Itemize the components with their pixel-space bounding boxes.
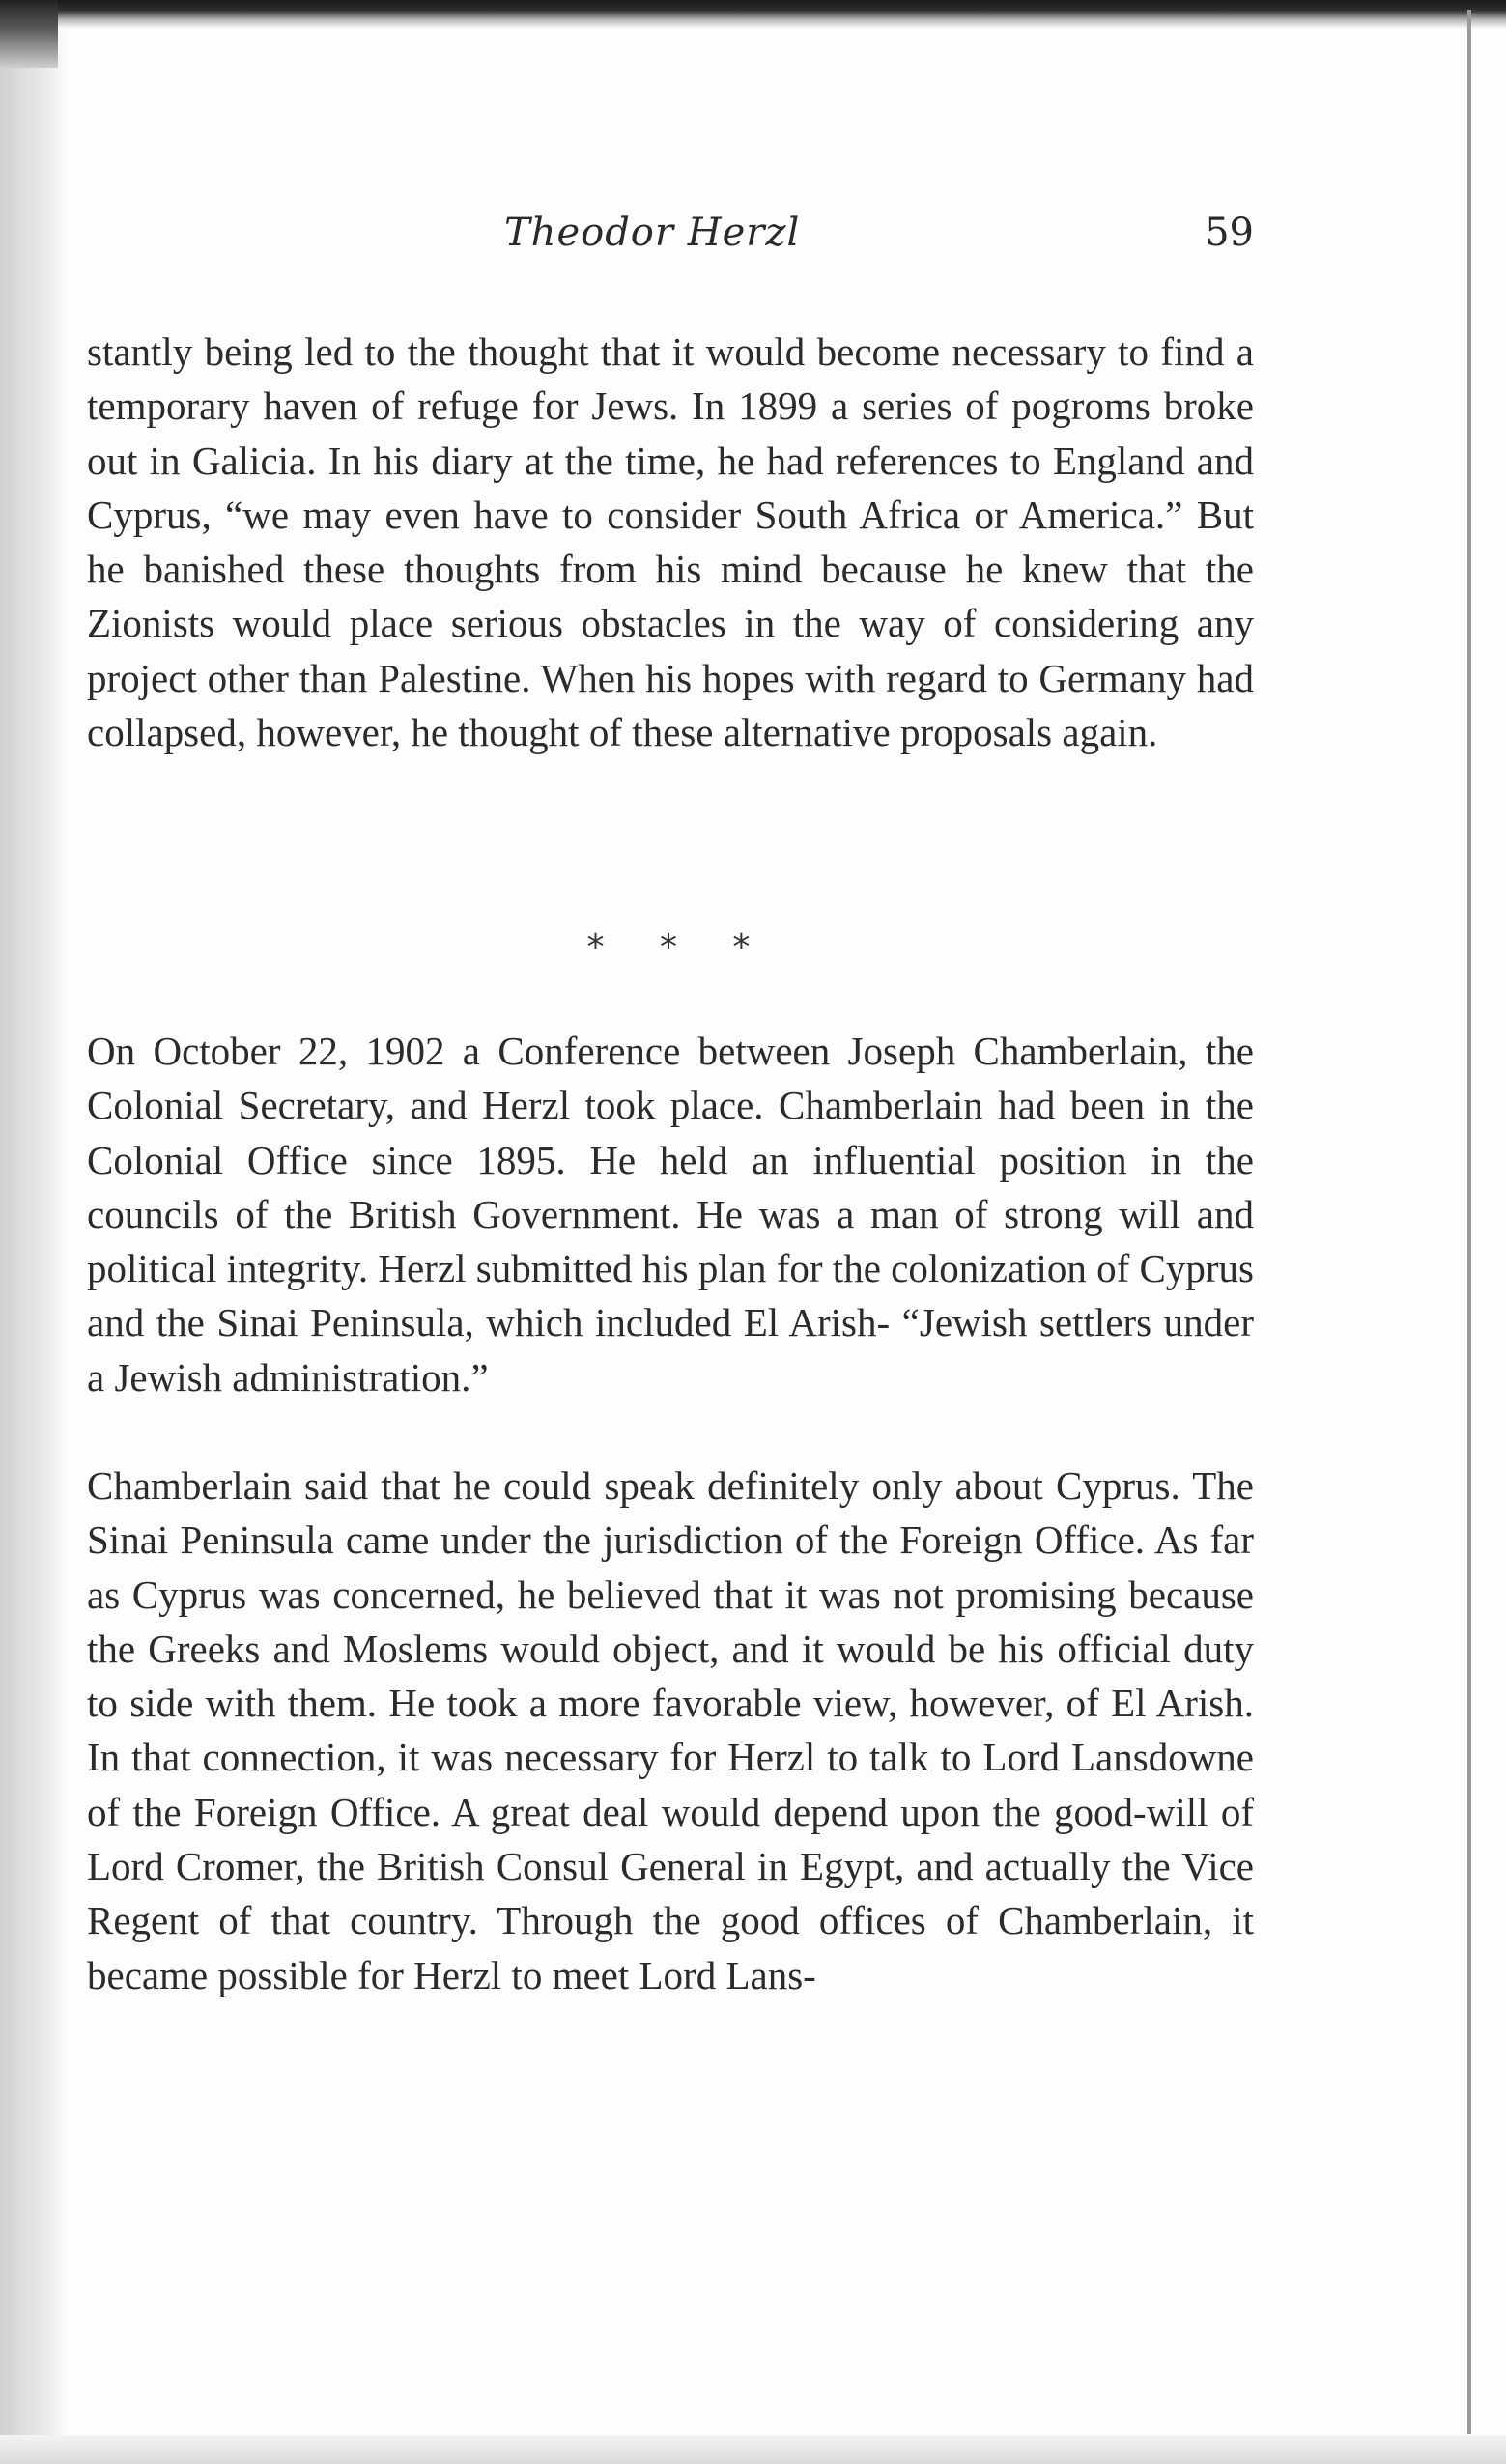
paragraph-text: On October 22, 1902 a Conference between Joseph Chamberlain, the Colonial Secretary, and Herzl took place. Chamberlain had been in the Colonial Office since 1895. He held an influential position in the councils of the British Government. He was a man of strong will and political integrity. Herzl submitted his plan for the colonization of Cyprus and the Sinai Peninsula, which included El Arish- “Jewish settlers under a Jewish administration.” bbox=[87, 1029, 1254, 1400]
page-edge-shadow-left bbox=[0, 0, 68, 2464]
paragraph-chamberlain bbox=[87, 1459, 1254, 2002]
running-title: Theodor Herzl bbox=[504, 211, 801, 255]
page-edge-right-line bbox=[1467, 10, 1471, 2434]
paragraph-continued bbox=[87, 325, 1254, 759]
running-head bbox=[87, 211, 1254, 269]
paragraph-text: Chamberlain said that he could speak definitely only about Cyprus. The Sinai Peninsula came under the jurisdiction of the Foreign Office. As far as Cyprus was concerned, he believed that it was not promising because the Greeks and Moslems would object, and it would be his official duty to side with them. He took a more favorable view, however, of El Arish. In that connection, it was necessary for Herzl to talk to Lord Lansdowne of the Foreign Office. A great deal would depend upon the good-will of Lord Cromer, the British Consul General in Egypt, and actually the Vice Regent of that country. Through the good offices of Chamberlain, it became possible for Herzl to meet Lord Lans- bbox=[87, 1463, 1254, 1997]
paragraph-text: stantly being led to the thought that it would become necessary to find a temporary haven of refuge for Jews. In 1899 a series of pogroms broke out in Galicia. In his diary at the time, he had references to England and Cyprus, “we may even have to consider South Africa or America.” But he banished these thoughts from his mind because he knew that the Zionists would place serious obstacles in the way of considering any project other than Palestine. When his hopes with regard to Germany had collapsed, however, he thought of these alternative proposals again. bbox=[87, 329, 1254, 755]
section-break-asterisks: * * * bbox=[586, 927, 754, 967]
paragraph-conference bbox=[87, 1024, 1254, 1404]
page-number: 59 bbox=[1205, 211, 1254, 255]
page-edge-shadow-bottom bbox=[0, 2435, 1506, 2464]
page-corner-shadow bbox=[0, 0, 58, 68]
page-edge-shadow-top bbox=[0, 0, 1506, 29]
